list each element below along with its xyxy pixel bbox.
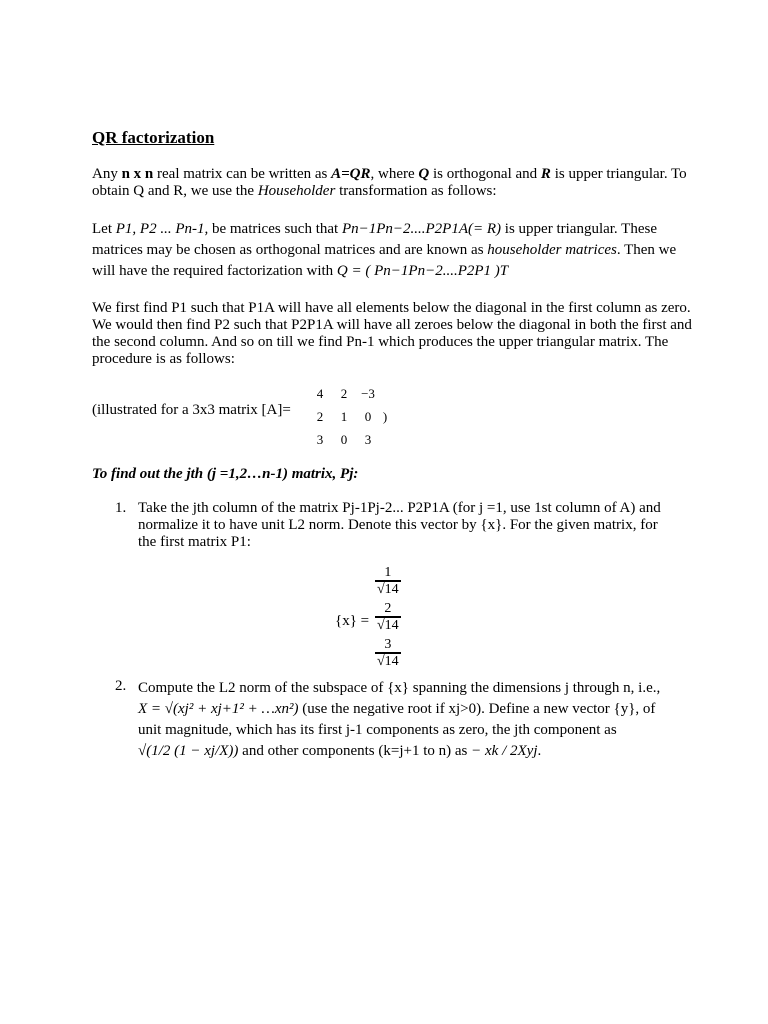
subheading: To find out the jth (j =1,2…n-1) matrix, Pj: [92, 466, 359, 482]
text: real matrix can be written as [153, 166, 332, 182]
text: ) [382, 409, 388, 424]
text: Householder [257, 183, 336, 199]
vector-label: {x} = [335, 613, 370, 629]
procedure-paragraph: We first find P1 such that P1A will have all elements below the diagonal in the first column as zero. We would then find P2 such that P2P1A will have all zeroes below the diagonal in both the first and the second column. And so on till we find Pn-1 which produces the upper triangular matrix. The procedure is as follows: [92, 300, 692, 367]
matrix-example [92, 402, 492, 419]
text: householder matrices [487, 242, 617, 258]
matrix-cell: 3 [364, 432, 372, 447]
text: P1, P2 ... Pn-1, [115, 221, 209, 237]
text: R [540, 166, 551, 182]
matrix-cell: 4 [316, 386, 324, 401]
text: . Then we will have the required factorization with [92, 242, 677, 279]
text: is upper triangular. These matrices may be chosen as orthogonal matrices and are known as [92, 221, 657, 258]
text: A=QR [331, 166, 371, 182]
text: (illustrated for a 3x3 matrix [A]= [92, 402, 291, 418]
denominator: √14 [377, 582, 399, 597]
list-number: 2. [115, 678, 127, 694]
text: . [537, 743, 542, 759]
equation: − xk / 2Xyj [471, 743, 538, 759]
numerator: 2 [375, 601, 401, 617]
vector-column [375, 565, 445, 673]
text: Q [418, 166, 430, 182]
matrix-cell: 2 [316, 409, 324, 424]
text: and other components (k=j+1 to n) as [242, 743, 468, 759]
text: n x n [121, 166, 154, 182]
list-item-text: Take the jth column of the matrix Pj-1Pj-2... P2P1A (for j =1, use 1st column of A) and normalize it to have unit L2 norm. Denote this vector by {x}. For the given matrix, for the first matrix P1: [138, 500, 661, 550]
vector-entry [375, 601, 445, 637]
matrix-cell: 1 [340, 409, 348, 424]
text: Compute the L2 norm of the subspace of {x} spanning the dimensions j through n, i.e., [138, 680, 661, 696]
denominator: √14 [377, 654, 399, 669]
list-number: 1. [115, 500, 127, 516]
text: is upper triangular. To obtain Q and R, we use the [92, 166, 687, 199]
vector-entry [375, 565, 445, 601]
denominator: √14 [377, 618, 399, 633]
equation: X = √(xj² + xj+1² + …xn²) [138, 701, 299, 717]
matrix-cell: 3 [316, 432, 324, 447]
section-heading: QR factorization [92, 128, 215, 147]
matrix-cell: −3 [361, 386, 375, 401]
intro-paragraph [92, 166, 692, 200]
let-paragraph [92, 219, 692, 282]
matrix-cell: 0 [340, 432, 348, 447]
vector-x [335, 565, 445, 673]
text: be matrices such that [208, 221, 342, 237]
text: is orthogonal and [429, 166, 541, 182]
matrix-a [308, 386, 390, 448]
matrix-cell: 2 [340, 386, 348, 401]
text: Let [92, 221, 116, 237]
list-item-text [138, 678, 678, 762]
equation: Q = ( Pn−1Pn−2....P2P1 )T [336, 263, 509, 279]
matrix-cell: 0 [364, 409, 372, 424]
numerator: 1 [375, 565, 401, 581]
text: , where [370, 166, 419, 182]
equation: √(1/2 (1 − xj/X)) [138, 743, 239, 759]
numerator: 3 [375, 637, 401, 653]
vector-entry [375, 637, 445, 673]
text: Any [92, 166, 122, 182]
equation: Pn−1Pn−2....P2P1A(= R) [341, 221, 502, 237]
text: (use the negative root if xj>0). Define a new vector {y}, of unit magnitude, which has its first j-1 components as zero, the jth component as [138, 701, 656, 738]
text: transformation as follows: [335, 183, 497, 199]
